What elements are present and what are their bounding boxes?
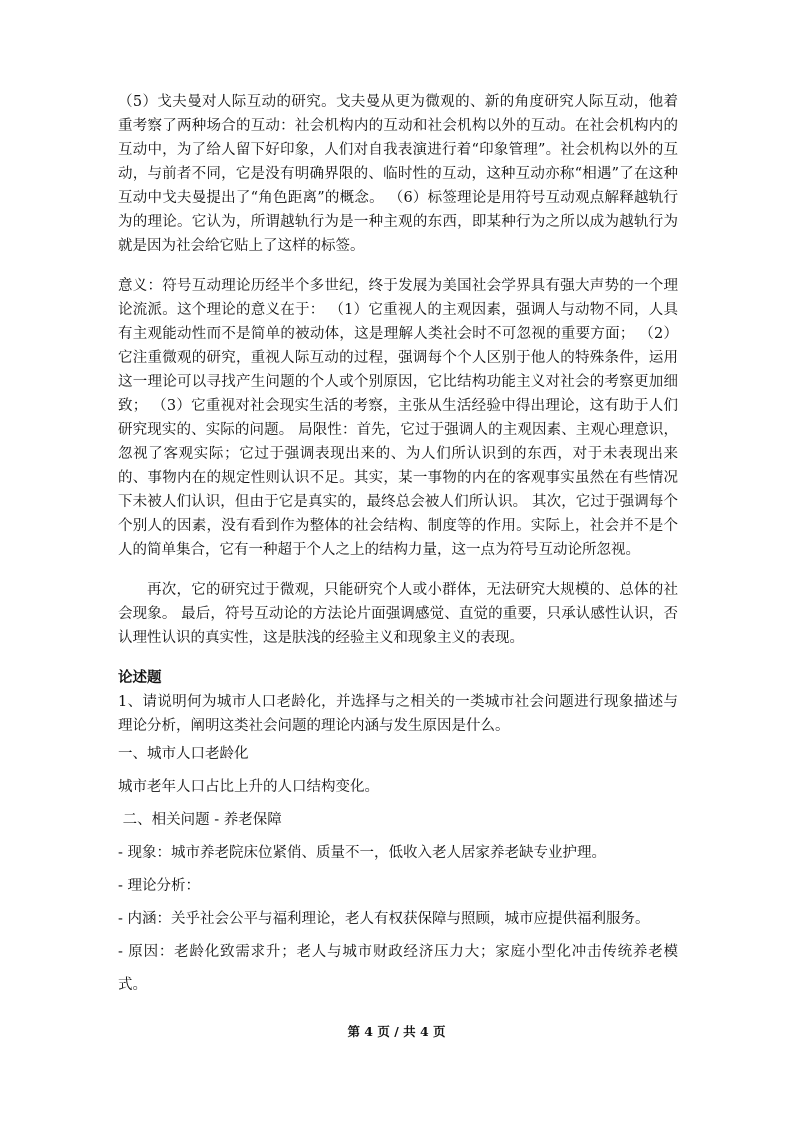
answer-line: - 原因：老龄化致需求升；老人与城市财政经济压力大；家庭小型化冲击传统养老模式。: [118, 944, 678, 993]
essay-question: 1、请说明何为城市人口老龄化，并选择与之相关的一类城市社会问题进行现象描述与理论分析，阐明这类社会问题的理论内涵与发生原因是什么。: [118, 694, 678, 734]
answer-line: - 现象：城市养老院床位紧俏、质量不一，低收入老人居家养老缺专业护理。: [118, 845, 607, 861]
answer-line: 一、城市人口老龄化: [118, 746, 249, 762]
paragraph-further-limitations: 再次，它的研究过于微观，只能研究个人或小群体，无法研究大规模的、总体的社会现象。 最后，符号互动论的方法论片面强调感觉、直觉的重要，只承认感性认识，否认理性认识的真实性，这是肤浅的经验主义和现象主义的表现。: [118, 582, 678, 646]
answer-line: - 理论分析：: [118, 878, 201, 894]
page-footer: 第 4 页 / 共 4 页: [347, 1024, 446, 1039]
answer-line: 城市老年人口占比上升的人口结构变化。: [118, 779, 379, 795]
answer-line: - 内涵：关乎社会公平与福利理论，老人有权获保障与照顾，城市应提供福利服务。: [118, 911, 650, 927]
paragraph-significance-limitations: 意义：符号互动理论历经半个多世纪，终于发展为美国社会学界具有强大声势的一个理论流派。这个理论的意义在于： （1）它重视人的主观因素，强调人与动物不同，人具有主观能动性而不是简单的被动体，这是理解人类社会时不可忽视的重要方面； （2）它注重微观的研究，重视人际互动的过程，强调每个个人区别于他人的特殊条件，运用这一理论可以寻找产生问题的个人或个别原因，它比结构功能主义对社会的考察更加细致； （3）它重视对社会现实生活的考察，主张从生活经验中得出理论，这有助于人们研究现实的、实际的问题。 局限性：首先，它过于强调人的主观因素、主观心理意识，忽视了客观实际；它过于强调表现出来的、为人们所认识到的东西，对于未表现出来的、事物内在的规定性则认识不足。其实，某一事物的内在的客观事实虽然在有些情况下未被人们认识，但由于它是真实的，最终总会被人们所认识。 其次，它过于强调每个个别人的因素，没有看到作为整体的社会结构、制度等的作用。实际上，社会并不是个人的简单集合，它有一种超于个人之上的结构力量，这一点为符号互动论所忽视。: [118, 278, 678, 558]
section-heading: 论述题: [118, 669, 162, 686]
document-body: [118, 90, 678, 1002]
paragraph-goffman-labeling: （5）戈夫曼对人际互动的研究。戈夫曼从更为微观的、新的角度研究人际互动，他着重考察了两种场合的互动：社会机构内的互动和社会机构以外的互动。在社会机构内的互动中，为了给人留下好印象，人们对自我表演进行着“印象管理”。社会机构以外的互动，与前者不同，它是没有明确界限的、临时性的互动，这种互动亦称“相遇”了在这种互动中戈夫曼提出了“角色距离”的概念。 （6）标签理论是用符号互动观点解释越轨行为的理论。它认为，所谓越轨行为是一种主观的东西，即某种行为之所以成为越轨行为就是因为社会给它贴上了这样的标签。: [118, 94, 678, 254]
answer-line: 二、相关问题 - 养老保障: [118, 812, 282, 828]
